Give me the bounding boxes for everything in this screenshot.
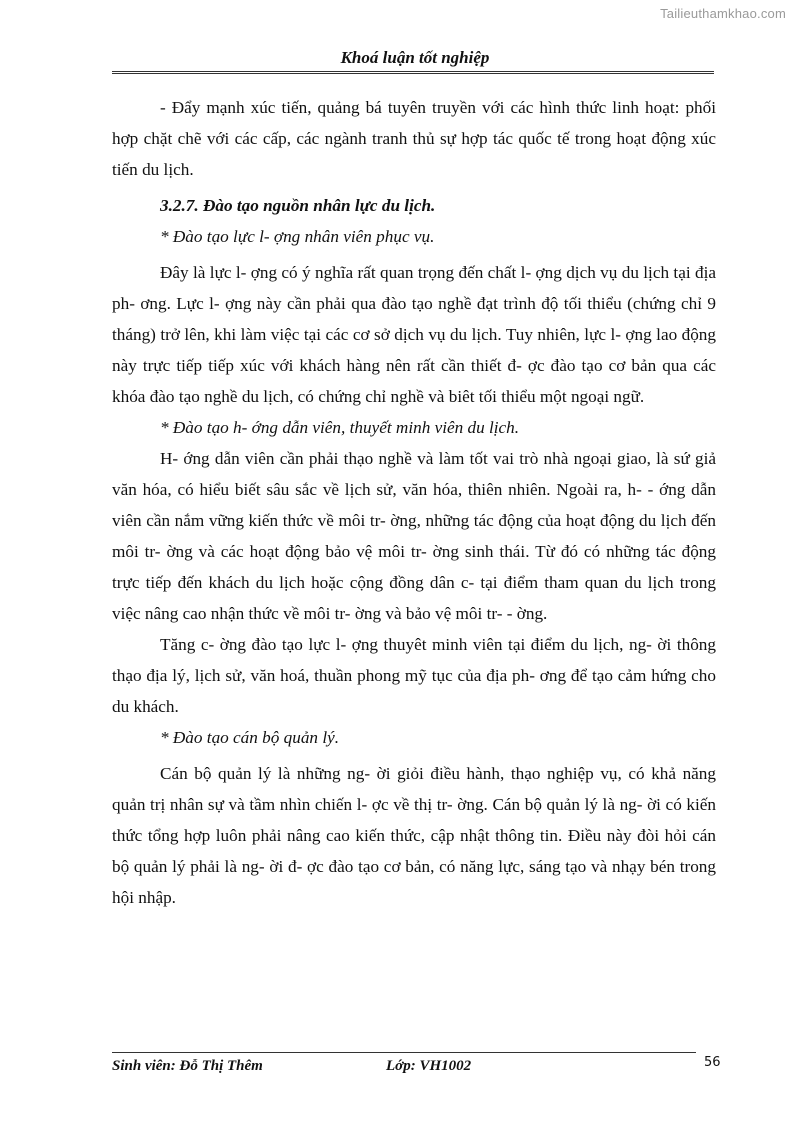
document-body (112, 92, 716, 913)
subheading-service-staff: * Đào tạo lực l- ợng nhân viên phục vụ. (160, 227, 435, 246)
footer-class: Lớp: VH1002 (386, 1058, 472, 1074)
paragraph-service-staff: Đây là lực l- ợng có ý nghĩa rất quan trọng đến chất l- ợng dịch vụ du lịch tại địa ph- ơng. Lực l- ợng này cần phải qua đào tạo nghề đạt trình độ tối thiểu (chứng chỉ 9 tháng) trở lên, khi làm việc tại các cơ sở dịch vụ du lịch. Tuy nhiên, lực l- ợng lao động này trực tiếp tiếp xúc với khách hàng nên rất cần thiết đ- ợc đào tạo cơ bản qua các khóa đào tạo nghề du lịch, có chứng chỉ nghề và biêt tối thiểu một ngoại ngữ. (112, 263, 716, 406)
section-heading-training: 3.2.7. Đào tạo nguồn nhân lực du lịch. (160, 196, 436, 215)
paragraph-managers: Cán bộ quản lý là những ng- ời giỏi điều hành, thạo nghiệp vụ, có khả năng quản trị nhân sự và tầm nhìn chiến l- ợc về thị tr- ờng. Cán bộ quản lý là ng- ời có kiến thức tổng hợp luôn phải nâng cao kiến thức, cập nhật thông tin. Điều này đòi hỏi cán bộ quản lý phải là ng- ời đ- ợc đào tạo cơ bản, có năng lực, sáng tạo và nhạy bén trong hội nhập. (112, 764, 716, 907)
subheading-tour-guides: * Đào tạo h- ớng dẫn viên, thuyết minh viên du lịch. (160, 418, 520, 437)
watermark-text: Tailieuthamkhao.com (660, 6, 786, 21)
page-number: 56 (704, 1055, 721, 1070)
paragraph-interpreters: Tăng c- ờng đào tạo lực l- ợng thuyêt minh viên tại điểm du lịch, ng- ời thông thạo địa lý, lịch sử, văn hoá, thuần phong mỹ tục của địa ph- ơng để tạo cảm hứng cho du khách. (112, 635, 716, 716)
footer-divider (112, 1052, 696, 1053)
subheading-managers: * Đào tạo cán bộ quản lý. (160, 728, 340, 747)
paragraph-tour-guides: H- ớng dẫn viên cần phải thạo nghề và làm tốt vai trò nhà ngoại giao, là sứ giả văn hóa, có hiểu biết sâu sắc về lịch sử, văn hóa, thiên nhiên. Ngoài ra, h- - ớng dẫn viên cần nắm vững kiến thức về môi tr- ờng, những tác động của hoạt động du lịch đến môi tr- ờng và các hoạt động bảo vệ môi tr- ờng sinh thái. Từ đó có những tác động trực tiếp đến khách du lịch hoặc cộng đồng dân c- tại điểm tham quan du lịch trong việc nâng cao nhận thức về môi tr- ờng và bảo vệ môi tr- - ờng. (112, 449, 716, 623)
page-header-title: Khoá luận tốt nghiệp (340, 48, 490, 67)
footer-student-name: Sinh viên: Đỗ Thị Thêm (112, 1058, 263, 1074)
header-divider (112, 71, 714, 74)
paragraph-promotion: - Đẩy mạnh xúc tiến, quảng bá tuyên truyền với các hình thức linh hoạt: phối hợp chặt chẽ với các cấp, các ngành tranh thủ sự hợp tác quốc tế trong hoạt động xúc tiến du lịch. (112, 98, 716, 179)
